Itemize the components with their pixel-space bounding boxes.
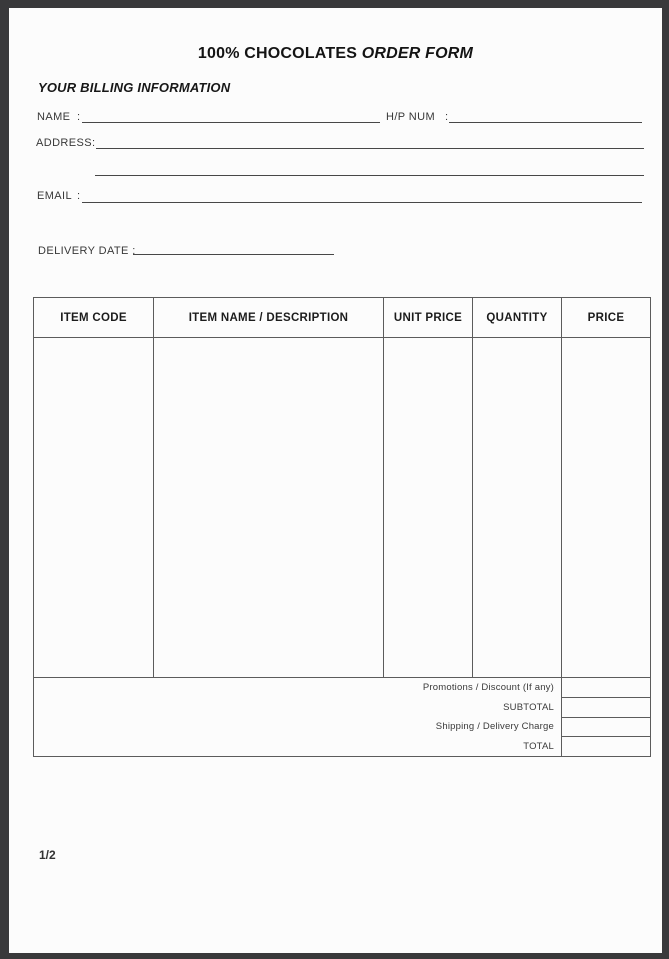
promotions-discount-label: Promotions / Discount (If any) — [422, 682, 554, 694]
promotions-discount-value-cell[interactable] — [562, 678, 650, 698]
header-item-code: ITEM CODE — [34, 298, 154, 337]
shipping-delivery-charge-value-cell[interactable] — [562, 718, 650, 738]
page-title — [9, 45, 662, 63]
delivery-date-input-line[interactable] — [133, 254, 334, 255]
subtotal-value-cell[interactable] — [562, 698, 650, 718]
item-name-description-cells[interactable] — [154, 338, 384, 677]
order-form-page — [9, 8, 662, 953]
address-input-line-2[interactable] — [95, 175, 644, 176]
total-label: TOTAL — [523, 740, 554, 752]
email-label: EMAIL — [37, 190, 73, 202]
order-items-table — [33, 297, 651, 757]
quantity-cells[interactable] — [473, 338, 562, 677]
hp-num-label: H/P NUM — [386, 111, 436, 123]
shipping-delivery-charge-label: Shipping / Delivery Charge — [435, 721, 554, 733]
email-colon: : — [77, 190, 81, 202]
billing-section-heading: YOUR BILLING INFORMATION — [38, 80, 231, 95]
page-title-italic: ORDER FORM — [361, 45, 474, 62]
header-quantity: QUANTITY — [473, 298, 562, 337]
summary-values-column — [561, 678, 650, 756]
address-input-line-1[interactable] — [96, 148, 644, 149]
subtotal-label: SUBTOTAL — [503, 701, 554, 713]
summary-labels — [34, 678, 561, 756]
hp-num-input-line[interactable] — [449, 122, 642, 123]
total-value-cell[interactable] — [562, 737, 650, 756]
header-unit-price: UNIT PRICE — [384, 298, 473, 337]
item-code-cells[interactable] — [34, 338, 154, 677]
email-input-line[interactable] — [82, 202, 642, 203]
name-colon: : — [77, 111, 81, 123]
page-number: 1/2 — [39, 848, 56, 862]
unit-price-cells[interactable] — [384, 338, 473, 677]
table-summary-section — [34, 678, 650, 756]
hp-num-colon: : — [445, 111, 449, 123]
price-cells[interactable] — [562, 338, 650, 677]
table-body — [34, 338, 650, 678]
name-label: NAME — [37, 111, 71, 123]
header-price: PRICE — [587, 311, 625, 324]
table-header-row — [34, 298, 650, 338]
header-item-name-description: ITEM NAME / DESCRIPTION — [154, 298, 384, 337]
name-input-line[interactable] — [82, 122, 380, 123]
address-label: ADDRESS: — [36, 137, 96, 149]
page-title-regular: 100% CHOCOLATES — [197, 45, 358, 62]
delivery-date-label: DELIVERY DATE : — [38, 245, 136, 257]
